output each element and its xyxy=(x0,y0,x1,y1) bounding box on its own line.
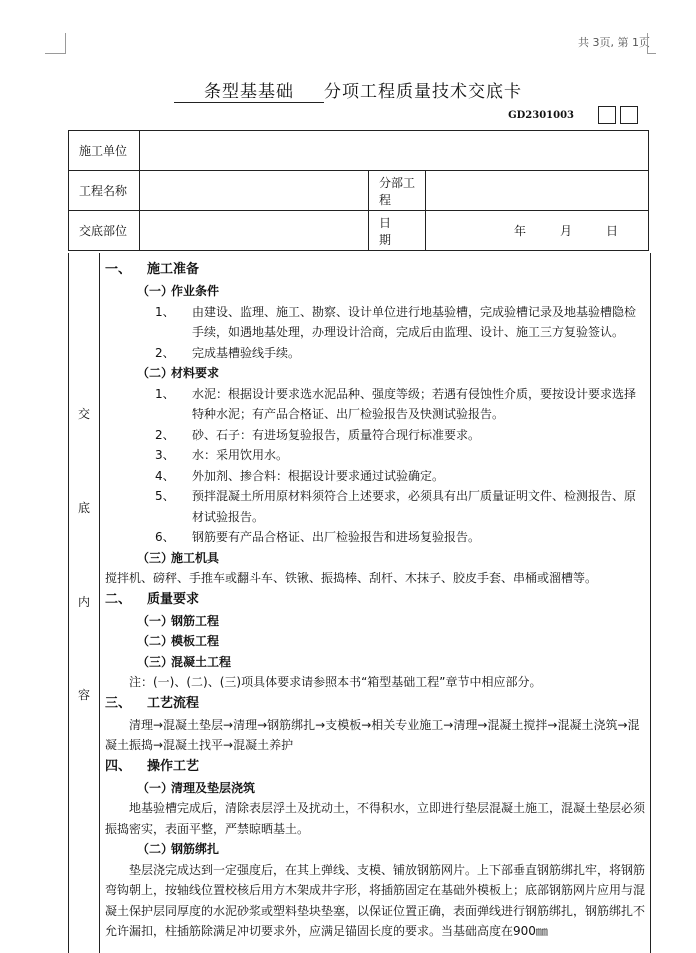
list-item: 5、 预拌混凝土所用原材料须符合上述要求，必须具有出厂质量证明文件、检测报告、原材试验报告。 xyxy=(155,489,637,524)
page-corner-mark-right xyxy=(647,33,656,54)
section-1c-heading: （三）施工机具 xyxy=(137,550,220,565)
label-project-name: 工程名称 xyxy=(69,171,140,211)
field-construction-unit[interactable] xyxy=(140,131,649,171)
list-item: 6、 钢筋要有产品合格证、出厂检验报告和进场复验报告。 xyxy=(155,530,481,544)
field-handover-part[interactable] xyxy=(140,211,369,251)
tools-text: 搅拌机、磅秤、手推车或翻斗车、铁锹、振捣棒、刮杆、木抹子、胶皮手套、串桶或溜槽等。 xyxy=(105,571,598,585)
side-char-1: 交 xyxy=(77,407,90,421)
row-project-name xyxy=(69,171,649,211)
quality-note: 注：(一)、(二)、(三)项具体要求请参照本书“箱型基础工程”章节中相应部分。 xyxy=(129,675,542,689)
side-char-4: 容 xyxy=(77,688,90,702)
process-flow-text: 清理→混凝土垫层→清理→钢筋绑扎→支模板→相关专业施工→清理→混凝土搅拌→混凝土浇筑→混凝土振捣→混凝土找平→混凝土养护 xyxy=(105,717,640,752)
section-1-heading: 一、 施工准备 xyxy=(105,262,200,277)
date-month: 月 xyxy=(559,224,572,238)
section-4-heading: 四、 操作工艺 xyxy=(105,758,200,774)
list-item: 1、 水泥：根据设计要求选水泥品种、强度等级；若遇有侵蚀性介质，要按设计要求选择特种水泥；有产品合格证、出厂检验报告及快测试验报告。 xyxy=(155,386,637,421)
list-item: 3、 水：采用饮用水。 xyxy=(155,448,289,462)
section-1a-heading: （一）作业条件 xyxy=(137,284,220,298)
label-handover-part: 交底部位 xyxy=(69,211,140,251)
section-2a-heading: （一）钢筋工程 xyxy=(137,613,220,628)
rebar-text: 垫层浇完成达到一定强度后，在其上弹线、支模、铺放钢筋网片。上下部垂直钢筋绑扎牢，将钢筋弯钩朝上，按轴线位置校核后用方木架成井字形，将插筋固定在基础外模板上；底部钢筋网片应用与混凝土保护层同厚度的水泥砂浆或塑料垫块垫塞，以保证位置正确，表面弹线进行钢筋绑扎，钢筋绑扎不允许漏扣，柱插筋除满足冲切要求外，应满足锚固长度的要求。当基础高度在900㎜ xyxy=(105,862,646,938)
title-subject: 条型基基础 xyxy=(174,82,324,103)
page-corner-mark-left xyxy=(45,33,66,54)
section-2b-heading: （二）模板工程 xyxy=(137,634,220,648)
document-code: GD2301003 xyxy=(508,109,574,121)
side-label xyxy=(69,253,100,953)
date-year: 年 xyxy=(513,224,526,238)
label-sub-project: 分部工程 xyxy=(369,171,426,211)
list-item: 2、 砂、石子：有进场复验报告，质量符合现行标准要求。 xyxy=(155,427,481,442)
field-project-name[interactable] xyxy=(140,171,369,211)
cleanup-text: 地基验槽完成后，清除表层浮土及扰动土，不得积水，立即进行垫层混凝土施工，混凝土垫层必须振捣密实，表面平整，严禁晾晒基土。 xyxy=(105,801,646,836)
date-day: 日 xyxy=(605,224,618,238)
field-sub-project[interactable] xyxy=(426,171,649,211)
checkbox-2[interactable] xyxy=(620,106,638,124)
field-date[interactable] xyxy=(426,211,649,251)
checkbox-1[interactable] xyxy=(598,106,616,124)
code-row xyxy=(508,106,638,124)
label-construction-unit: 施工单位 xyxy=(69,131,140,171)
list-item: 2、 完成基槽验线手续。 xyxy=(155,345,301,360)
side-char-2: 底 xyxy=(77,501,90,515)
section-3-heading: 三、 工艺流程 xyxy=(105,695,200,711)
title-suffix: 分项工程质量技术交底卡 xyxy=(324,82,522,102)
row-construction-unit xyxy=(69,131,649,171)
section-4b-heading: （二）钢筋绑扎 xyxy=(137,842,220,856)
section-4a-heading: （一）清理及垫层浇筑 xyxy=(137,780,256,795)
section-2-heading: 二、 质量要求 xyxy=(105,591,200,607)
info-table xyxy=(68,130,649,251)
page-info: 共 3页, 第 1页 xyxy=(578,36,650,49)
list-item: 4、 外加剂、掺合料：根据设计要求通过试验确定。 xyxy=(155,468,445,483)
list-item: 1、 由建设、监理、施工、勘察、设计单位进行地基验槽，完成验槽记录及地基验槽隐检手续，如遇地基处理，办理设计洽商，完成后由监理、设计、施工三方复验签认。 xyxy=(155,304,637,339)
document-title xyxy=(0,77,696,103)
row-handover-part xyxy=(69,211,649,251)
label-date: 日 期 xyxy=(369,211,426,251)
section-2c-heading: （三）混凝土工程 xyxy=(137,654,232,669)
section-1b-heading: （二）材料要求 xyxy=(137,366,220,380)
side-char-3: 内 xyxy=(77,595,90,609)
content-area xyxy=(68,253,651,953)
content-body xyxy=(105,259,645,942)
